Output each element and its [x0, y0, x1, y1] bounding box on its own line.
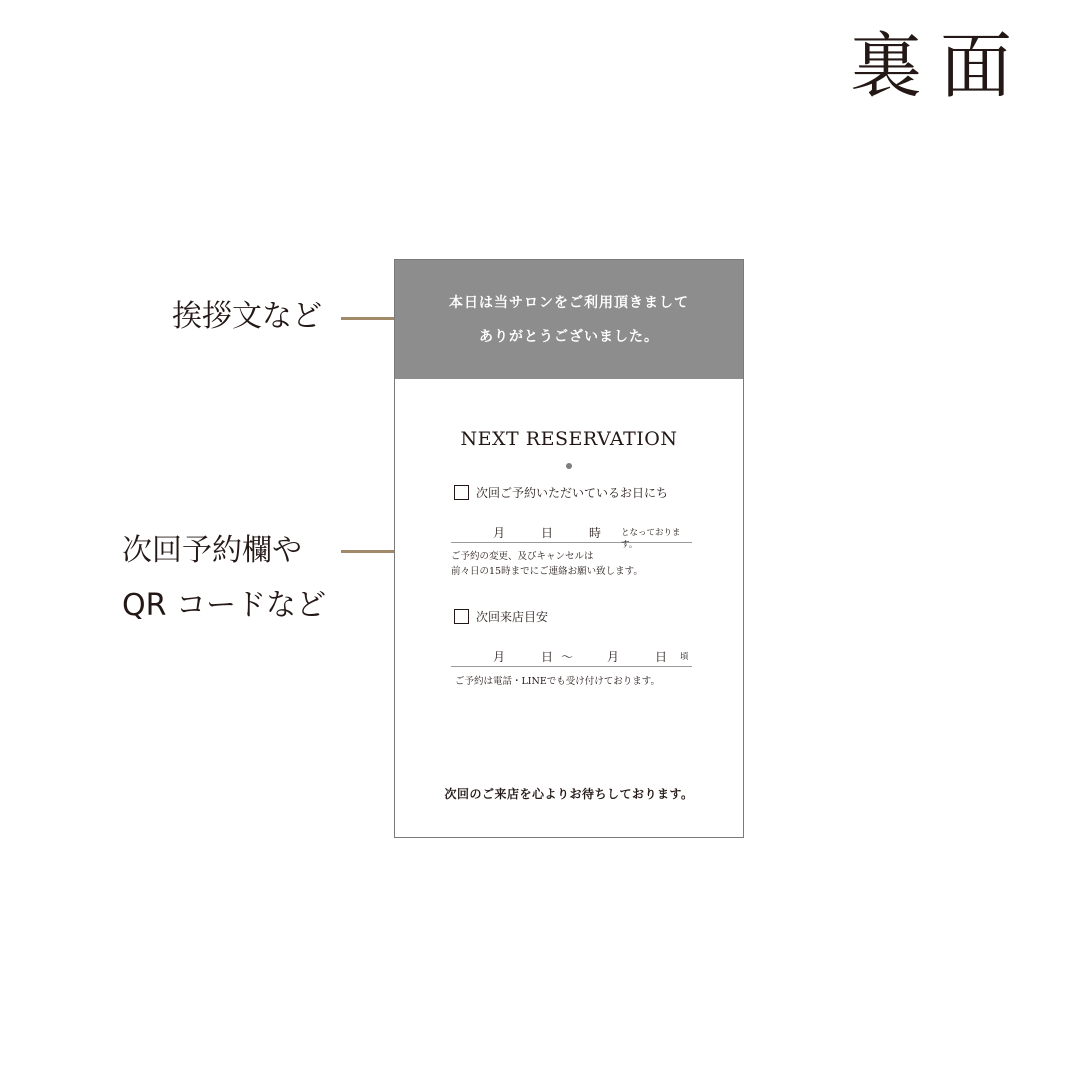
divider-dot [566, 463, 572, 469]
month-unit: 月 [493, 526, 506, 540]
next-visit-checkbox[interactable] [454, 609, 469, 624]
next-reservation-checkbox[interactable] [454, 485, 469, 500]
range-tilde: 〜 [561, 650, 574, 664]
change-policy-note [451, 549, 643, 579]
callout-reservation-label-2: QR コードなど [122, 588, 326, 623]
greeting-band [395, 260, 743, 379]
day-from-unit: 日 [541, 650, 554, 664]
approx-suffix: 頃 [680, 652, 689, 662]
next-reservation-option[interactable] [454, 484, 668, 501]
date-suffix: となっております。 [621, 528, 681, 550]
reservation-card [394, 259, 744, 838]
month-from-unit: 月 [493, 650, 506, 664]
next-reservation-label: 次回ご予約いただいているお日にち [476, 486, 669, 500]
closing-message: 次回のご来店を心よりお待ちしております。 [444, 787, 694, 801]
month-to-unit: 月 [607, 650, 620, 664]
greeting-line-1: 本日は当サロンをご利用頂きまして [449, 295, 689, 311]
section-title: NEXT RESERVATION [460, 428, 678, 450]
page-title: 裏面 [849, 24, 1030, 108]
change-policy-line-2: 前々日の15時までにご連絡お願い致します。 [451, 566, 643, 577]
day-unit: 日 [541, 526, 554, 540]
booking-channels-note: ご予約は電話・LINEでも受け付けております。 [455, 676, 661, 687]
next-reservation-date-field[interactable] [451, 524, 692, 550]
next-visit-label: 次回来店目安 [476, 610, 549, 624]
next-visit-option[interactable] [454, 608, 548, 625]
callout-greeting-label: 挨拶文など [172, 299, 322, 334]
greeting-line-2: ありがとうございました。 [479, 329, 659, 345]
day-to-unit: 日 [655, 650, 668, 664]
hour-unit: 時 [589, 526, 602, 540]
next-visit-date-field[interactable] [451, 648, 692, 667]
callout-reservation-label-1: 次回予約欄や [122, 533, 302, 568]
change-policy-line-1: ご予約の変更、及びキャンセルは [451, 551, 594, 562]
